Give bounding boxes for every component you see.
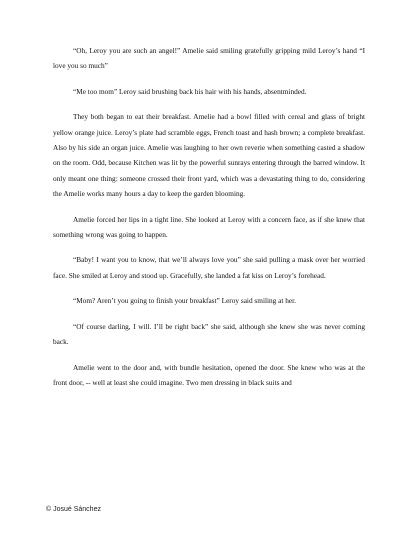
paragraph: “Oh, Leroy you are such an angel!” Amelie said smiling gratefully gripping mild Leroy’s hand “I love you so much”: [53, 46, 365, 71]
paragraph: Amelie forced her lips in a tight line. She looked at Leroy with a concern face, as if she knew that something wrong was going to happen.: [53, 214, 365, 240]
paragraph: “Me too mom” Leroy said brushing back his hair with his hands, absentminded.: [73, 86, 307, 96]
paragraph: “Baby! I want you to know, that we’ll always love you” she said pulling a mask over her worried face. She smiled at Leroy and stood up. Gracefully, she landed a fat kiss on Leroy’s forehead.: [53, 255, 365, 280]
paragraph: “Of course darling, I will. I’ll be right back” she said, although she knew she was never coming back.: [53, 321, 365, 347]
paragraph: “Mom? Aren’t you going to finish your breakfast” Leroy said smiling at her.: [73, 296, 296, 306]
paragraph: They both began to eat their breakfast. Amelie had a bowl filled with cereal and glass of bright yellow orange juice. Leroy’s plate had scramble eggs, French toast and hash brown; a complete breakfast. Also by his side an organ juice. Amelie was laughing to her own reverie when something casted a shadow on the room. Odd, because Kitchen was lit by the powerful sunrays entering through the barred window. It only meant one thing: someone crossed their front yard, which was a devastating thing to do, considering the Amelie works many hours a day to keep the garden blooming.: [53, 112, 365, 199]
paragraph: Amelie went to the door and, with bundle hesitation, opened the door. She knew who was at the front door, -- well at least she could imagine. Two men dressing in black suits and: [53, 362, 365, 387]
copyright-footer: © Josué Sánchez: [46, 506, 101, 513]
document-body: [53, 43, 365, 400]
